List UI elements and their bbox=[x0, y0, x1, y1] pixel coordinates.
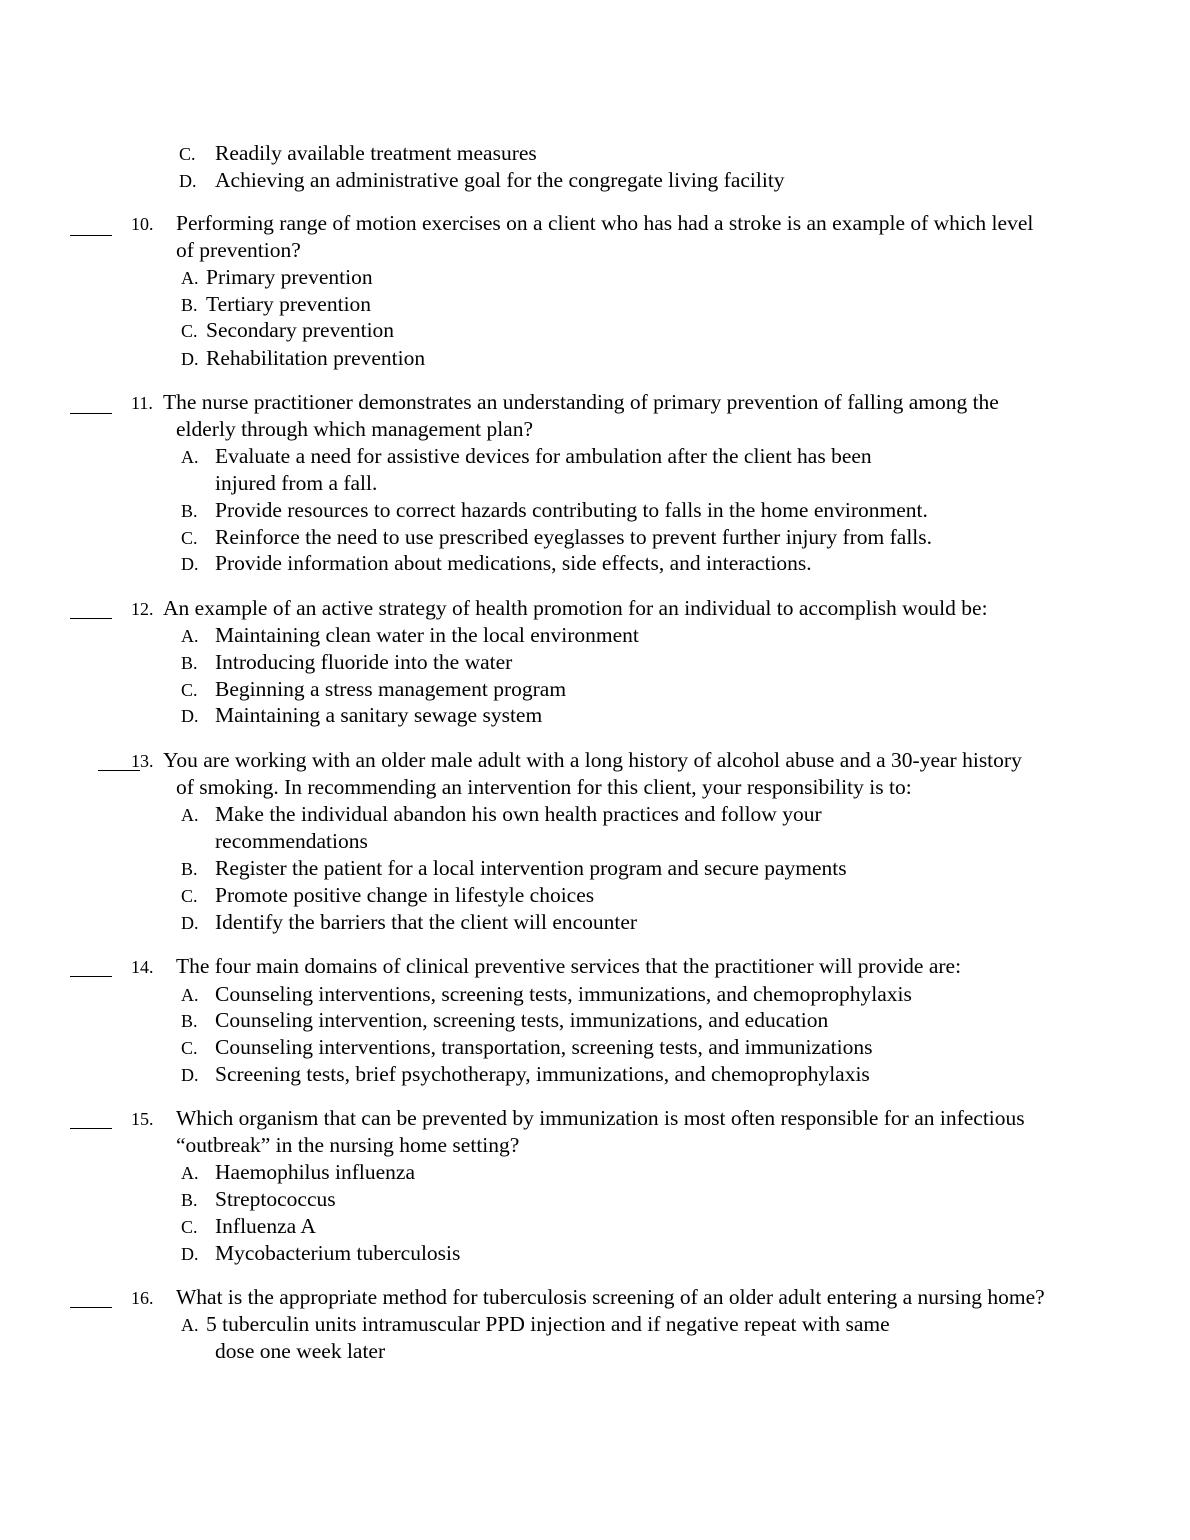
option-text: Introducing fluoride into the water bbox=[215, 650, 513, 674]
option-letter: D. bbox=[179, 171, 197, 191]
option-text: Readily available treatment measures bbox=[215, 141, 537, 165]
option-letter: D. bbox=[181, 349, 199, 369]
question-number: 10. bbox=[131, 214, 154, 234]
option-text: Counseling interventions, transportation, screening tests, and immunizations bbox=[215, 1035, 873, 1059]
option-text: Screening tests, brief psychotherapy, immunizations, and chemoprophylaxis bbox=[215, 1062, 870, 1086]
option-text: Identify the barriers that the client will encounter bbox=[215, 910, 638, 934]
answer-blank[interactable] bbox=[70, 976, 112, 977]
option-letter: D. bbox=[181, 913, 199, 933]
option-text: Register the patient for a local intervention program and secure payments bbox=[215, 856, 847, 880]
question-stem: of prevention? bbox=[176, 238, 301, 262]
option-letter: A. bbox=[181, 447, 199, 467]
option-letter: C. bbox=[181, 321, 198, 341]
question-stem: elderly through which management plan? bbox=[176, 417, 534, 441]
question-stem: Which organism that can be prevented by immunization is most often responsible for an infectious bbox=[176, 1106, 1025, 1130]
option-letter: C. bbox=[181, 528, 198, 548]
question-stem: You are working with an older male adult with a long history of alcohol abuse and a 30-year history bbox=[163, 748, 1022, 772]
question-stem: of smoking. In recommending an intervention for this client, your responsibility is to: bbox=[176, 775, 912, 799]
question-stem: The nurse practitioner demonstrates an understanding of primary prevention of falling among the bbox=[163, 390, 999, 414]
question-stem: Performing range of motion exercises on a client who has had a stroke is an example of which level bbox=[176, 211, 1034, 235]
option-letter: C. bbox=[181, 1038, 198, 1058]
question-stem: What is the appropriate method for tuberculosis screening of an older adult entering a nursing home? bbox=[176, 1285, 1045, 1309]
option-letter: A. bbox=[181, 626, 199, 646]
question-number: 12. bbox=[131, 599, 154, 619]
option-text: Rehabilitation prevention bbox=[206, 346, 426, 370]
option-text: Beginning a stress management program bbox=[215, 677, 567, 701]
option-text: recommendations bbox=[215, 829, 368, 853]
option-text: injured from a fall. bbox=[215, 471, 378, 495]
option-letter: C. bbox=[181, 886, 198, 906]
answer-blank[interactable] bbox=[70, 413, 112, 414]
option-text: Achieving an administrative goal for the congregate living facility bbox=[215, 168, 785, 192]
question-number: 13. bbox=[131, 751, 154, 771]
question-stem: The four main domains of clinical preventive services that the practitioner will provide are: bbox=[176, 954, 962, 978]
option-text: Promote positive change in lifestyle choices bbox=[215, 883, 595, 907]
option-letter: C. bbox=[181, 680, 198, 700]
option-letter: B. bbox=[181, 859, 198, 879]
question-number: 16. bbox=[131, 1288, 154, 1308]
option-letter: D. bbox=[181, 1244, 199, 1264]
option-letter: B. bbox=[181, 295, 198, 315]
question-number: 14. bbox=[131, 957, 154, 977]
option-text: Streptococcus bbox=[215, 1187, 336, 1211]
option-letter: B. bbox=[181, 1011, 198, 1031]
option-text: 5 tuberculin units intramuscular PPD injection and if negative repeat with same bbox=[206, 1312, 890, 1336]
option-text: Primary prevention bbox=[206, 265, 373, 289]
option-text: Reinforce the need to use prescribed eyeglasses to prevent further injury from falls. bbox=[215, 525, 933, 549]
option-text: dose one week later bbox=[215, 1339, 386, 1363]
option-text: Maintaining a sanitary sewage system bbox=[215, 703, 543, 727]
option-text: Maintaining clean water in the local environment bbox=[215, 623, 639, 647]
option-letter: D. bbox=[181, 554, 199, 574]
option-text: Counseling interventions, screening tests, immunizations, and chemoprophylaxis bbox=[215, 982, 912, 1006]
question-stem: An example of an active strategy of health promotion for an individual to accomplish would be: bbox=[163, 596, 988, 620]
option-letter: B. bbox=[181, 501, 198, 521]
option-text: Mycobacterium tuberculosis bbox=[215, 1241, 461, 1265]
option-text: Counseling intervention, screening tests, immunizations, and education bbox=[215, 1008, 829, 1032]
answer-blank[interactable] bbox=[70, 235, 112, 236]
option-text: Haemophilus influenza bbox=[215, 1160, 416, 1184]
answer-blank[interactable] bbox=[70, 1307, 112, 1308]
option-letter: A. bbox=[181, 1315, 199, 1335]
question-number: 11. bbox=[131, 393, 153, 413]
option-letter: B. bbox=[181, 1190, 198, 1210]
question-number: 15. bbox=[131, 1109, 154, 1129]
option-letter: B. bbox=[181, 653, 198, 673]
option-text: Influenza A bbox=[215, 1214, 316, 1238]
option-letter: A. bbox=[181, 268, 199, 288]
option-letter: A. bbox=[181, 805, 199, 825]
option-letter: A. bbox=[181, 1163, 199, 1183]
option-text: Make the individual abandon his own health practices and follow your bbox=[215, 802, 822, 826]
option-text: Evaluate a need for assistive devices for ambulation after the client has been bbox=[215, 444, 872, 468]
option-letter: A. bbox=[181, 985, 199, 1005]
answer-blank[interactable] bbox=[70, 618, 112, 619]
option-letter: C. bbox=[179, 144, 196, 164]
question-stem: “outbreak” in the nursing home setting? bbox=[176, 1133, 520, 1157]
option-letter: D. bbox=[181, 706, 199, 726]
option-text: Provide resources to correct hazards contributing to falls in the home environment. bbox=[215, 498, 928, 522]
option-letter: C. bbox=[181, 1217, 198, 1237]
answer-blank[interactable] bbox=[70, 1128, 112, 1129]
option-text: Tertiary prevention bbox=[206, 292, 372, 316]
option-text: Secondary prevention bbox=[206, 318, 395, 342]
option-text: Provide information about medications, side effects, and interactions. bbox=[215, 551, 812, 575]
option-letter: D. bbox=[181, 1065, 199, 1085]
